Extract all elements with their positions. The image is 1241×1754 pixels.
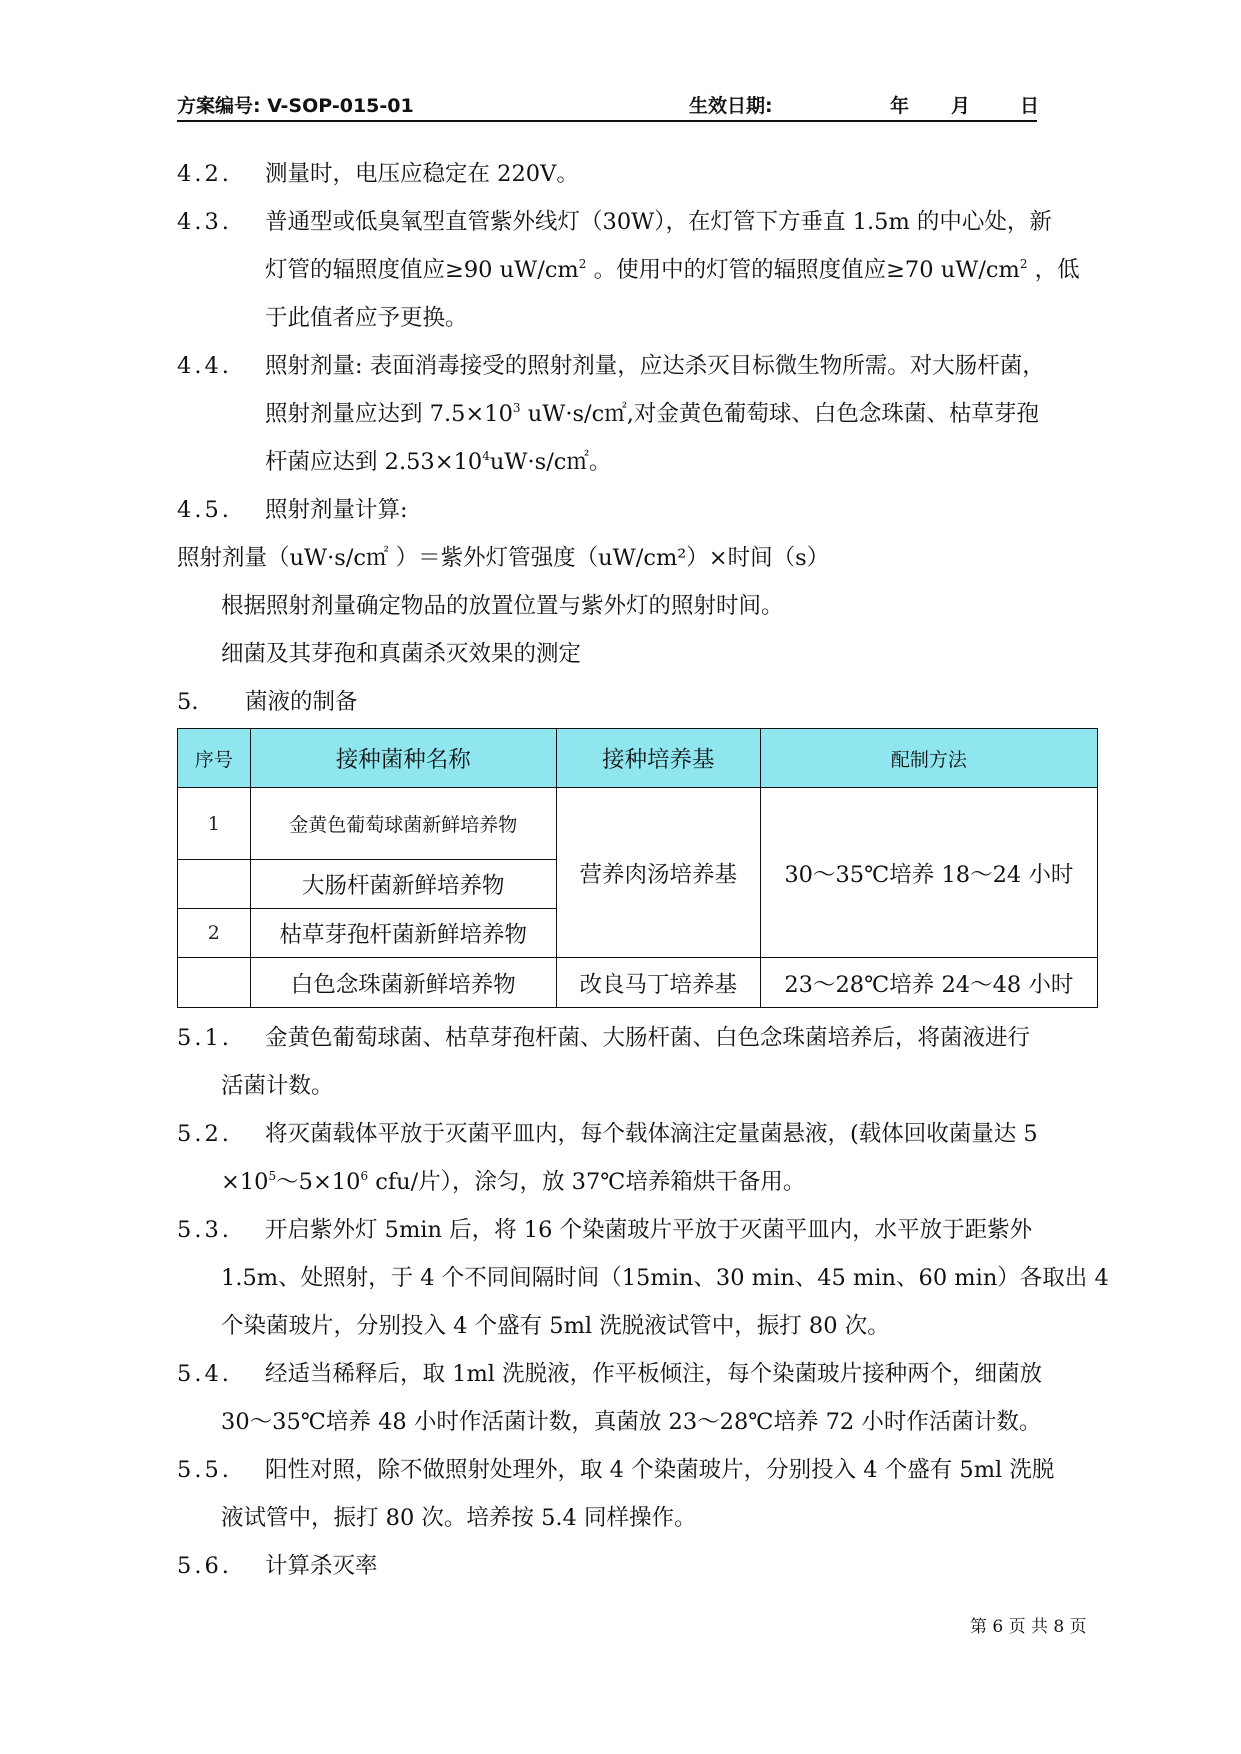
section-5-heading xyxy=(177,678,1122,726)
superscript: 4 xyxy=(482,449,490,463)
cell-medium: 营养肉汤培养基 xyxy=(556,788,760,958)
col-header-medium: 接种培养基 xyxy=(556,729,760,788)
paragraph-5-3-cont: 1.5m、处照射，于 4 个不同间隔时间（15min、30 min、45 min、60 min）各取出 4 xyxy=(221,1265,1109,1291)
effective-date-label: 生效日期: xyxy=(689,95,773,117)
superscript: 2 xyxy=(578,257,587,271)
paragraph-5-5-cont: 液试管中，振打 80 次。培养按 5.4 同样操作。 xyxy=(221,1505,697,1531)
superscript: 3 xyxy=(512,401,521,415)
paragraph-5-1 xyxy=(177,1014,1122,1062)
paragraph-text: uW·s/c㎡,对金黄色葡萄球、白色念珠菌、枯草芽孢 xyxy=(520,401,1039,427)
section-number: 5.2. xyxy=(177,1121,232,1147)
section-number: 5.5. xyxy=(177,1457,232,1483)
paragraph-text: 将灭菌载体平放于灭菌平皿内，每个载体滴注定量菌悬液，(载体回收菌量达 5 xyxy=(265,1121,1038,1147)
section-number: 5.1. xyxy=(177,1025,232,1051)
table-row xyxy=(178,788,1098,860)
effective-day-label: 日 xyxy=(1020,95,1040,117)
cell-method: 23～28℃培养 24～48 小时 xyxy=(760,958,1097,1008)
cell-serial: 1 xyxy=(178,788,251,860)
paragraph-text: 杆菌应达到 2.53×10 xyxy=(265,449,483,475)
section-number: 4.3. xyxy=(177,209,232,235)
superscript: 6 xyxy=(360,1169,369,1183)
section-number: 4.5. xyxy=(177,497,232,523)
effective-year-label: 年 xyxy=(890,95,910,117)
paragraph-text: 于此值者应予更换。 xyxy=(265,305,468,331)
paragraph-5-5 xyxy=(177,1446,1122,1494)
paragraph-text: 。使用中的灯管的辐照度值应≥70 uW/cm xyxy=(586,257,1020,283)
dose-formula: 照射剂量（uW·s/c㎡ ）＝紫外灯管强度（uW/cm²）×时间（s） xyxy=(177,545,830,571)
section-title: 菌液的制备 xyxy=(245,689,358,715)
cell-serial xyxy=(178,958,251,1008)
section-number: 5.6. xyxy=(177,1553,232,1579)
culture-table xyxy=(177,728,1098,1008)
paragraph-4-4 xyxy=(177,342,1122,486)
section-number: 4.4. xyxy=(177,353,232,379)
paragraph-5-3-cont: 个染菌玻片，分别投入 4 个盛有 5ml 洗脱液试管中，振打 80 次。 xyxy=(221,1313,890,1339)
paragraph-text: 照射剂量应达到 7.5×10 xyxy=(265,401,513,427)
paragraph-5-4 xyxy=(177,1350,1122,1398)
paragraph-text: 测量时，电压应稳定在 220V。 xyxy=(265,161,579,187)
cell-strain: 枯草芽孢杆菌新鲜培养物 xyxy=(250,909,556,958)
plan-id: 方案编号: V-SOP-015-01 xyxy=(177,95,414,117)
col-header-method: 配制方法 xyxy=(760,729,1097,788)
paragraph-5-4-cont: 30～35℃培养 48 小时作活菌计数，真菌放 23～28℃培养 72 小时作活菌计数。 xyxy=(221,1409,1042,1435)
paragraph-text: ×10 xyxy=(221,1169,269,1195)
section-number: 5.4. xyxy=(177,1361,232,1387)
cell-serial: 2 xyxy=(178,909,251,958)
section-number: 4.2. xyxy=(177,161,232,187)
paragraph-5-2-cont xyxy=(177,1158,1122,1206)
note-measurement-heading: 细菌及其芽孢和真菌杀灭效果的测定 xyxy=(221,641,582,667)
page-header xyxy=(177,86,1040,122)
paragraph-5-6 xyxy=(177,1542,1122,1590)
page-number: 第 6 页 共 8 页 xyxy=(970,1617,1087,1637)
paragraph-5-3 xyxy=(177,1206,1122,1254)
table-header-row xyxy=(178,729,1098,788)
cell-method: 30～35℃培养 18～24 小时 xyxy=(760,788,1097,958)
document-body-lower xyxy=(177,1014,1122,1590)
section-number: 5.3. xyxy=(177,1217,232,1243)
section-number: 5. xyxy=(177,689,199,715)
paragraph-text: 灯管的辐照度值应≥90 uW/cm xyxy=(265,257,579,283)
paragraph-text: 经适当稀释后，取 1ml 洗脱液，作平板倾注，每个染菌玻片接种两个，细菌放 xyxy=(265,1361,1043,1387)
paragraph-text: 阳性对照，除不做照射处理外，取 4 个染菌玻片，分别投入 4 个盛有 5ml 洗脱 xyxy=(265,1457,1055,1483)
paragraph-text: ，低 xyxy=(1027,257,1080,283)
col-header-serial: 序号 xyxy=(178,729,251,788)
paragraph-text: uW·s/c㎡。 xyxy=(489,449,612,475)
cell-serial xyxy=(178,860,251,909)
paragraph-text: cfu/片），涂匀，放 37℃培养箱烘干备用。 xyxy=(368,1169,806,1195)
cell-strain: 白色念珠菌新鲜培养物 xyxy=(250,958,556,1008)
paragraph-text: 金黄色葡萄球菌、枯草芽孢杆菌、大肠杆菌、白色念珠菌培养后，将菌液进行 xyxy=(265,1025,1031,1051)
paragraph-4-2 xyxy=(177,150,1122,198)
paragraph-4-3 xyxy=(177,198,1122,342)
paragraph-5-1-cont: 活菌计数。 xyxy=(221,1073,334,1099)
document-body-upper xyxy=(177,150,1122,726)
paragraph-text: 照射剂量计算: xyxy=(265,497,408,523)
paragraph-text: 计算杀灭率 xyxy=(265,1553,378,1579)
note-placement: 根据照射剂量确定物品的放置位置与紫外灯的照射时间。 xyxy=(221,593,784,619)
superscript: 5 xyxy=(268,1169,277,1183)
col-header-strain: 接种菌种名称 xyxy=(250,729,556,788)
cell-medium: 改良马丁培养基 xyxy=(556,958,760,1008)
superscript: 2 xyxy=(1019,257,1028,271)
effective-month-label: 月 xyxy=(951,95,971,117)
paragraph-5-2 xyxy=(177,1110,1122,1158)
cell-strain: 金黄色葡萄球菌新鲜培养物 xyxy=(250,788,556,860)
paragraph-text: ～5×10 xyxy=(276,1169,361,1195)
cell-strain: 大肠杆菌新鲜培养物 xyxy=(250,860,556,909)
paragraph-text: 开启紫外灯 5min 后，将 16 个染菌玻片平放于灭菌平皿内，水平放于距紫外 xyxy=(265,1217,1033,1243)
paragraph-text: 照射剂量: 表面消毒接受的照射剂量，应达杀灭目标微生物所需。对大肠杆菌， xyxy=(265,353,1045,379)
paragraph-text: 普通型或低臭氧型直管紫外线灯（30W），在灯管下方垂直 1.5m 的中心处，新 xyxy=(265,209,1052,235)
paragraph-4-5 xyxy=(177,486,1122,534)
table-row xyxy=(178,958,1098,1008)
